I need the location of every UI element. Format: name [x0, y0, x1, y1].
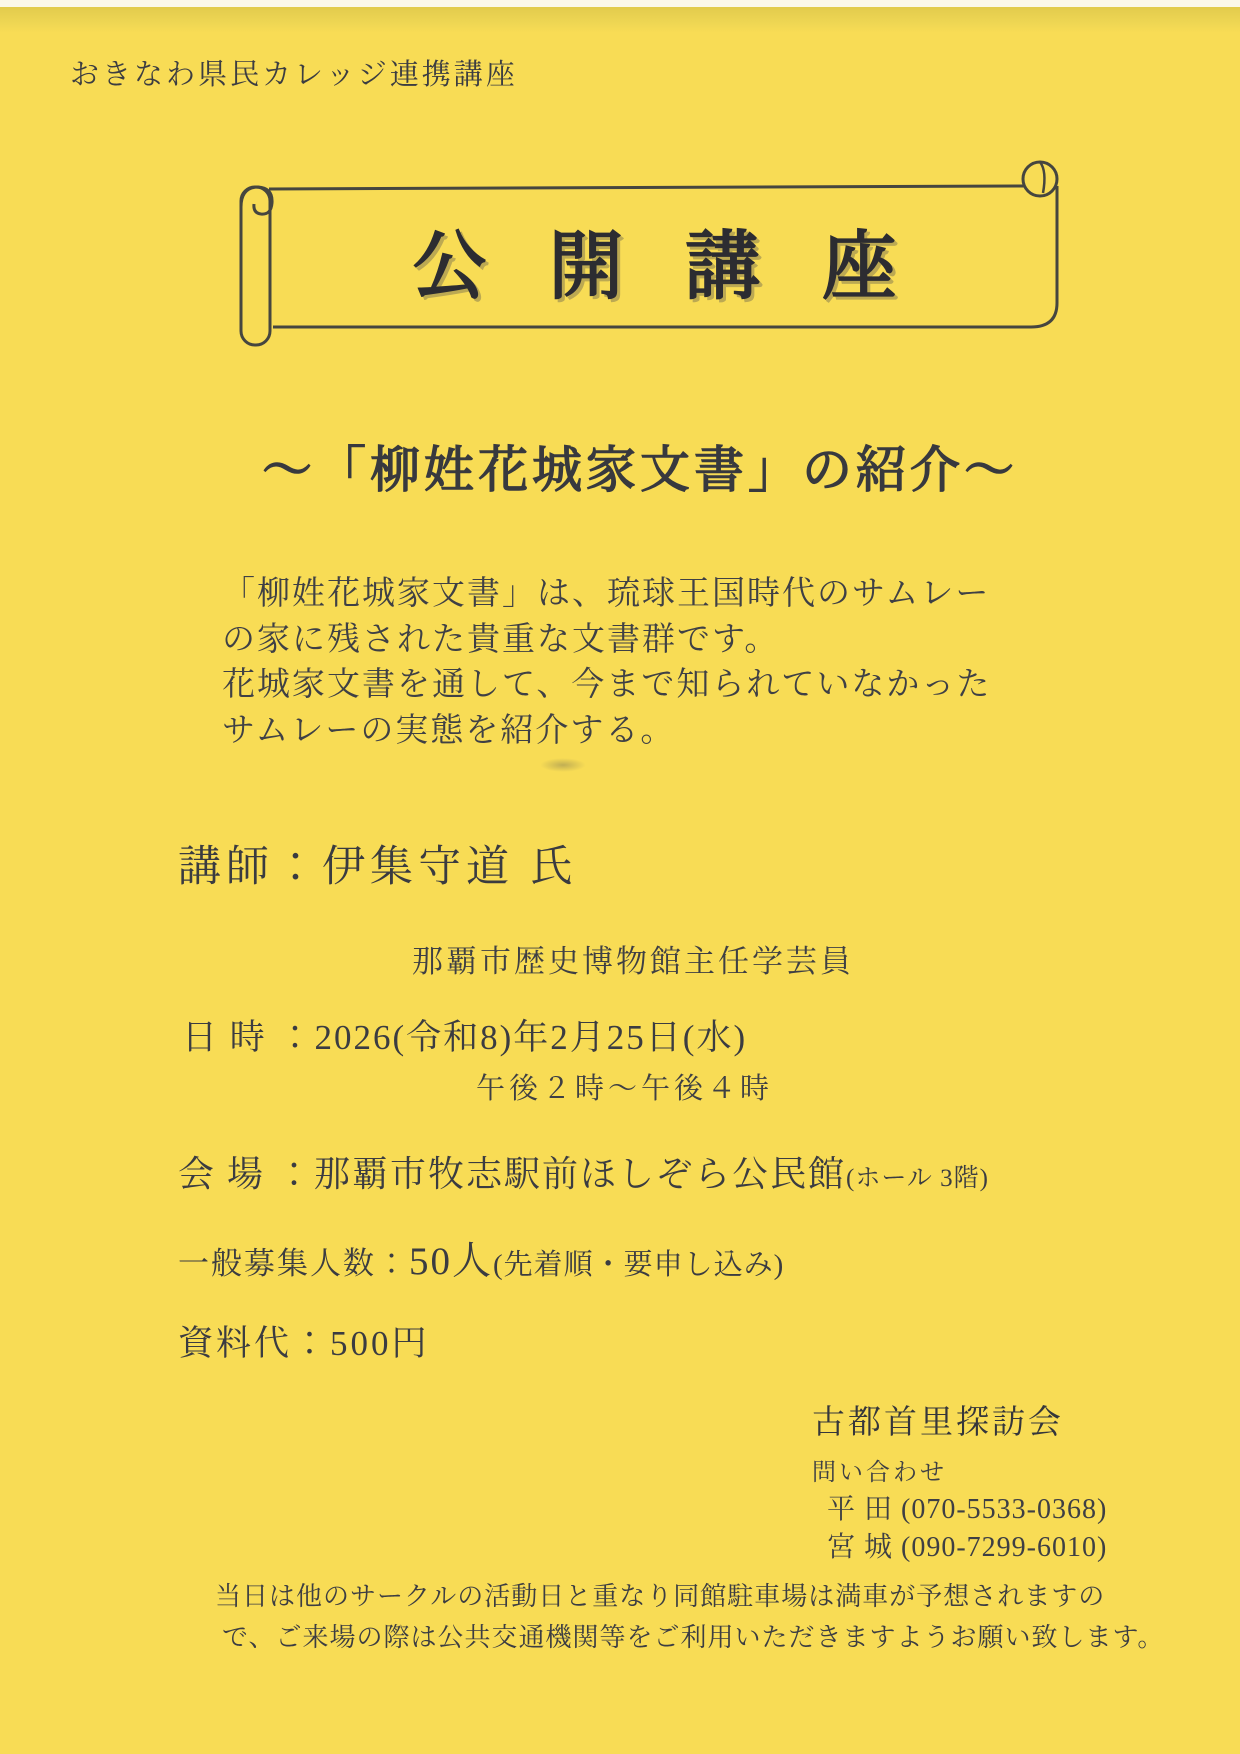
parking-notice-line: 当日は他のサークルの活動日と重なり同館駐車場は満車が予想されますの: [215, 1582, 1106, 1611]
parking-notice: [215, 1576, 1164, 1658]
contact-label: 問い合わせ: [812, 1460, 947, 1486]
capacity-note: (先着順・要申し込み): [493, 1249, 785, 1281]
intro-line: サムレーの実態を紹介する。: [222, 712, 676, 749]
scan-artifact-top-white: [0, 0, 1240, 7]
event-capacity: [178, 1230, 784, 1286]
intro-paragraph: [222, 572, 991, 754]
capacity-label: 一般募集人数：: [178, 1246, 409, 1281]
scroll-banner: [225, 153, 1070, 355]
contact-phone: 平 田 (070-5533-0368): [827, 1494, 1108, 1525]
program-series-note: おきなわ県民カレッジ連携講座: [70, 59, 518, 91]
capacity-value: 50人: [409, 1240, 494, 1283]
parking-notice-line: で、ご来場の際は公共交通機関等をご利用いただきますようお願い致します。: [222, 1623, 1165, 1652]
event-datetime: 日 時 ：2026(令和8)年2月25日(水): [182, 1018, 748, 1057]
lecturer-name: 講師：伊集守道 氏: [178, 844, 578, 891]
venue-text: 会 場 ：那覇市牧志駅前ほしぞら公民館: [178, 1154, 847, 1194]
banner-title: 公開講座: [411, 225, 958, 309]
event-time-range: 午後２時～午後４時: [476, 1073, 774, 1105]
intro-line: 花城家文書を通して、今まで知られていなかった: [222, 667, 992, 703]
venue-floor-note: (ホール 3階): [846, 1165, 989, 1192]
lecture-title: ～「柳姓花城家文書」の紹介～: [262, 442, 1018, 498]
event-venue: [178, 1146, 989, 1197]
intro-line: の家に残された貴重な文書群です。: [222, 621, 780, 658]
event-fee: 資料代：500円: [178, 1324, 430, 1363]
lecturer-affiliation: 那覇市歴史博物館主任学芸員: [412, 944, 854, 979]
organizer-name: 古都首里探訪会: [812, 1405, 1064, 1441]
contact-phone: 宮 城 (090-7299-6010): [827, 1532, 1108, 1563]
intro-line: 「柳姓花城家文書」は、琉球王国時代のサムレー: [222, 576, 991, 612]
scan-artifact-top-shade: [0, 7, 1240, 33]
scan-smudge: [540, 758, 586, 772]
